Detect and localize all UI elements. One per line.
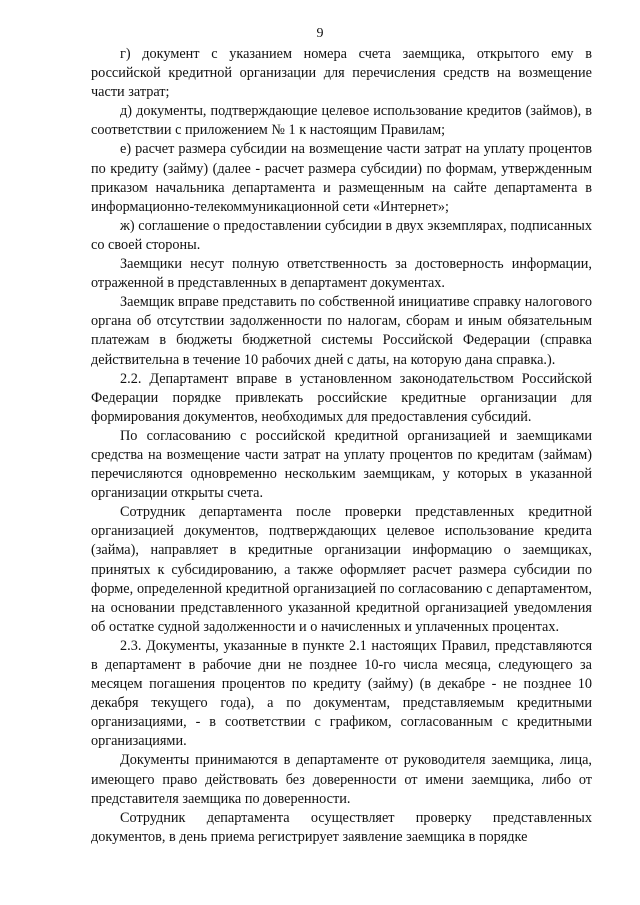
paragraph-tax-certificate: Заемщик вправе представить по собственной инициативе справку налогового органа об отсутствии задолженности по налогам, сборам и иным обязательным платежам в бюджеты бюджетной системы Российской Федерации (справка действительна в течение 10 рабочих дней с даты, на которую дана справка.). [91,294,592,368]
paragraph-section-2-3: 2.3. Документы, указанные в пункте 2.1 настоящих Правил, представляются в департамент в рабочие дни не позднее 10-го числа месяца, следующего за месяцем погашения процентов по кредиту (займу) (в декабре - не позднее 10 декабря текущего года), а по документам, представляемым кредитными организациями, - в соответствии с графиком, согласованным с кредитными организациями. [91,637,592,750]
page-number: 9 [316,26,324,41]
paragraph-item-e: е) расчет размера субсидии на возмещение части затрат на уплату процентов по кредиту (займу) (далее - расчет размера субсидии) по формам, утвержденным приказом начальника департамента и размещенным на сайте департамента в информационно-телекоммуникационной сети «Интернет»; [91,141,592,215]
paragraph-item-zh: ж) соглашение о предоставлении субсидии в двух экземплярах, подписанных со своей стороны. [91,217,592,253]
document-body [91,45,592,847]
paragraph-employee-check: Сотрудник департамента после проверки представленных кредитной организацией документов, подтверждающих целевое использование кредита (займа), направляет в кредитные организации информацию о заемщиках, принятых к субсидированию, а также оформляет расчет размера субсидии по форме, определенной кредитной организацией по согласованию с департаментом, на основании представленного указанной кредитной организацией уведомления об остатке судной задолженности и о начисленных и уплаченных процентах. [91,504,592,635]
paragraph-item-g: г) документ с указанием номера счета заемщика, открытого ему в российской кредитной организации для перечисления средств на возмещение части затрат; [91,46,592,101]
paragraph-registration: Сотрудник департамента осуществляет проверку представленных документов, в день приема регистрирует заявление заемщика в порядке [91,809,592,845]
paragraph-documents-accepted: Документы принимаются в департаменте от руководителя заемщика, лица, имеющего право действовать без доверенности от имени заемщика, либо от представителя заемщика по доверенности. [91,752,592,807]
paragraph-responsibility: Заемщики несут полную ответственность за достоверность информации, отраженной в представленных в департамент документах. [91,256,592,292]
paragraph-simultaneous-transfer: По согласованию с российской кредитной организацией и заемщиками средства на возмещение части затрат на уплату процентов по кредитам (займам) перечисляются одновременно нескольким заемщикам, у которых в указанной организации открыты счета. [91,427,592,502]
paragraph-item-d: д) документы, подтверждающие целевое использование кредитов (займов), в соответствии с приложением № 1 к настоящим Правилам; [91,103,592,139]
paragraph-section-2-2: 2.2. Департамент вправе в установленном законодательством Российской Федерации порядке привлекать российские кредитные организации для формирования документов, необходимых для предоставления субсидий. [91,370,592,425]
